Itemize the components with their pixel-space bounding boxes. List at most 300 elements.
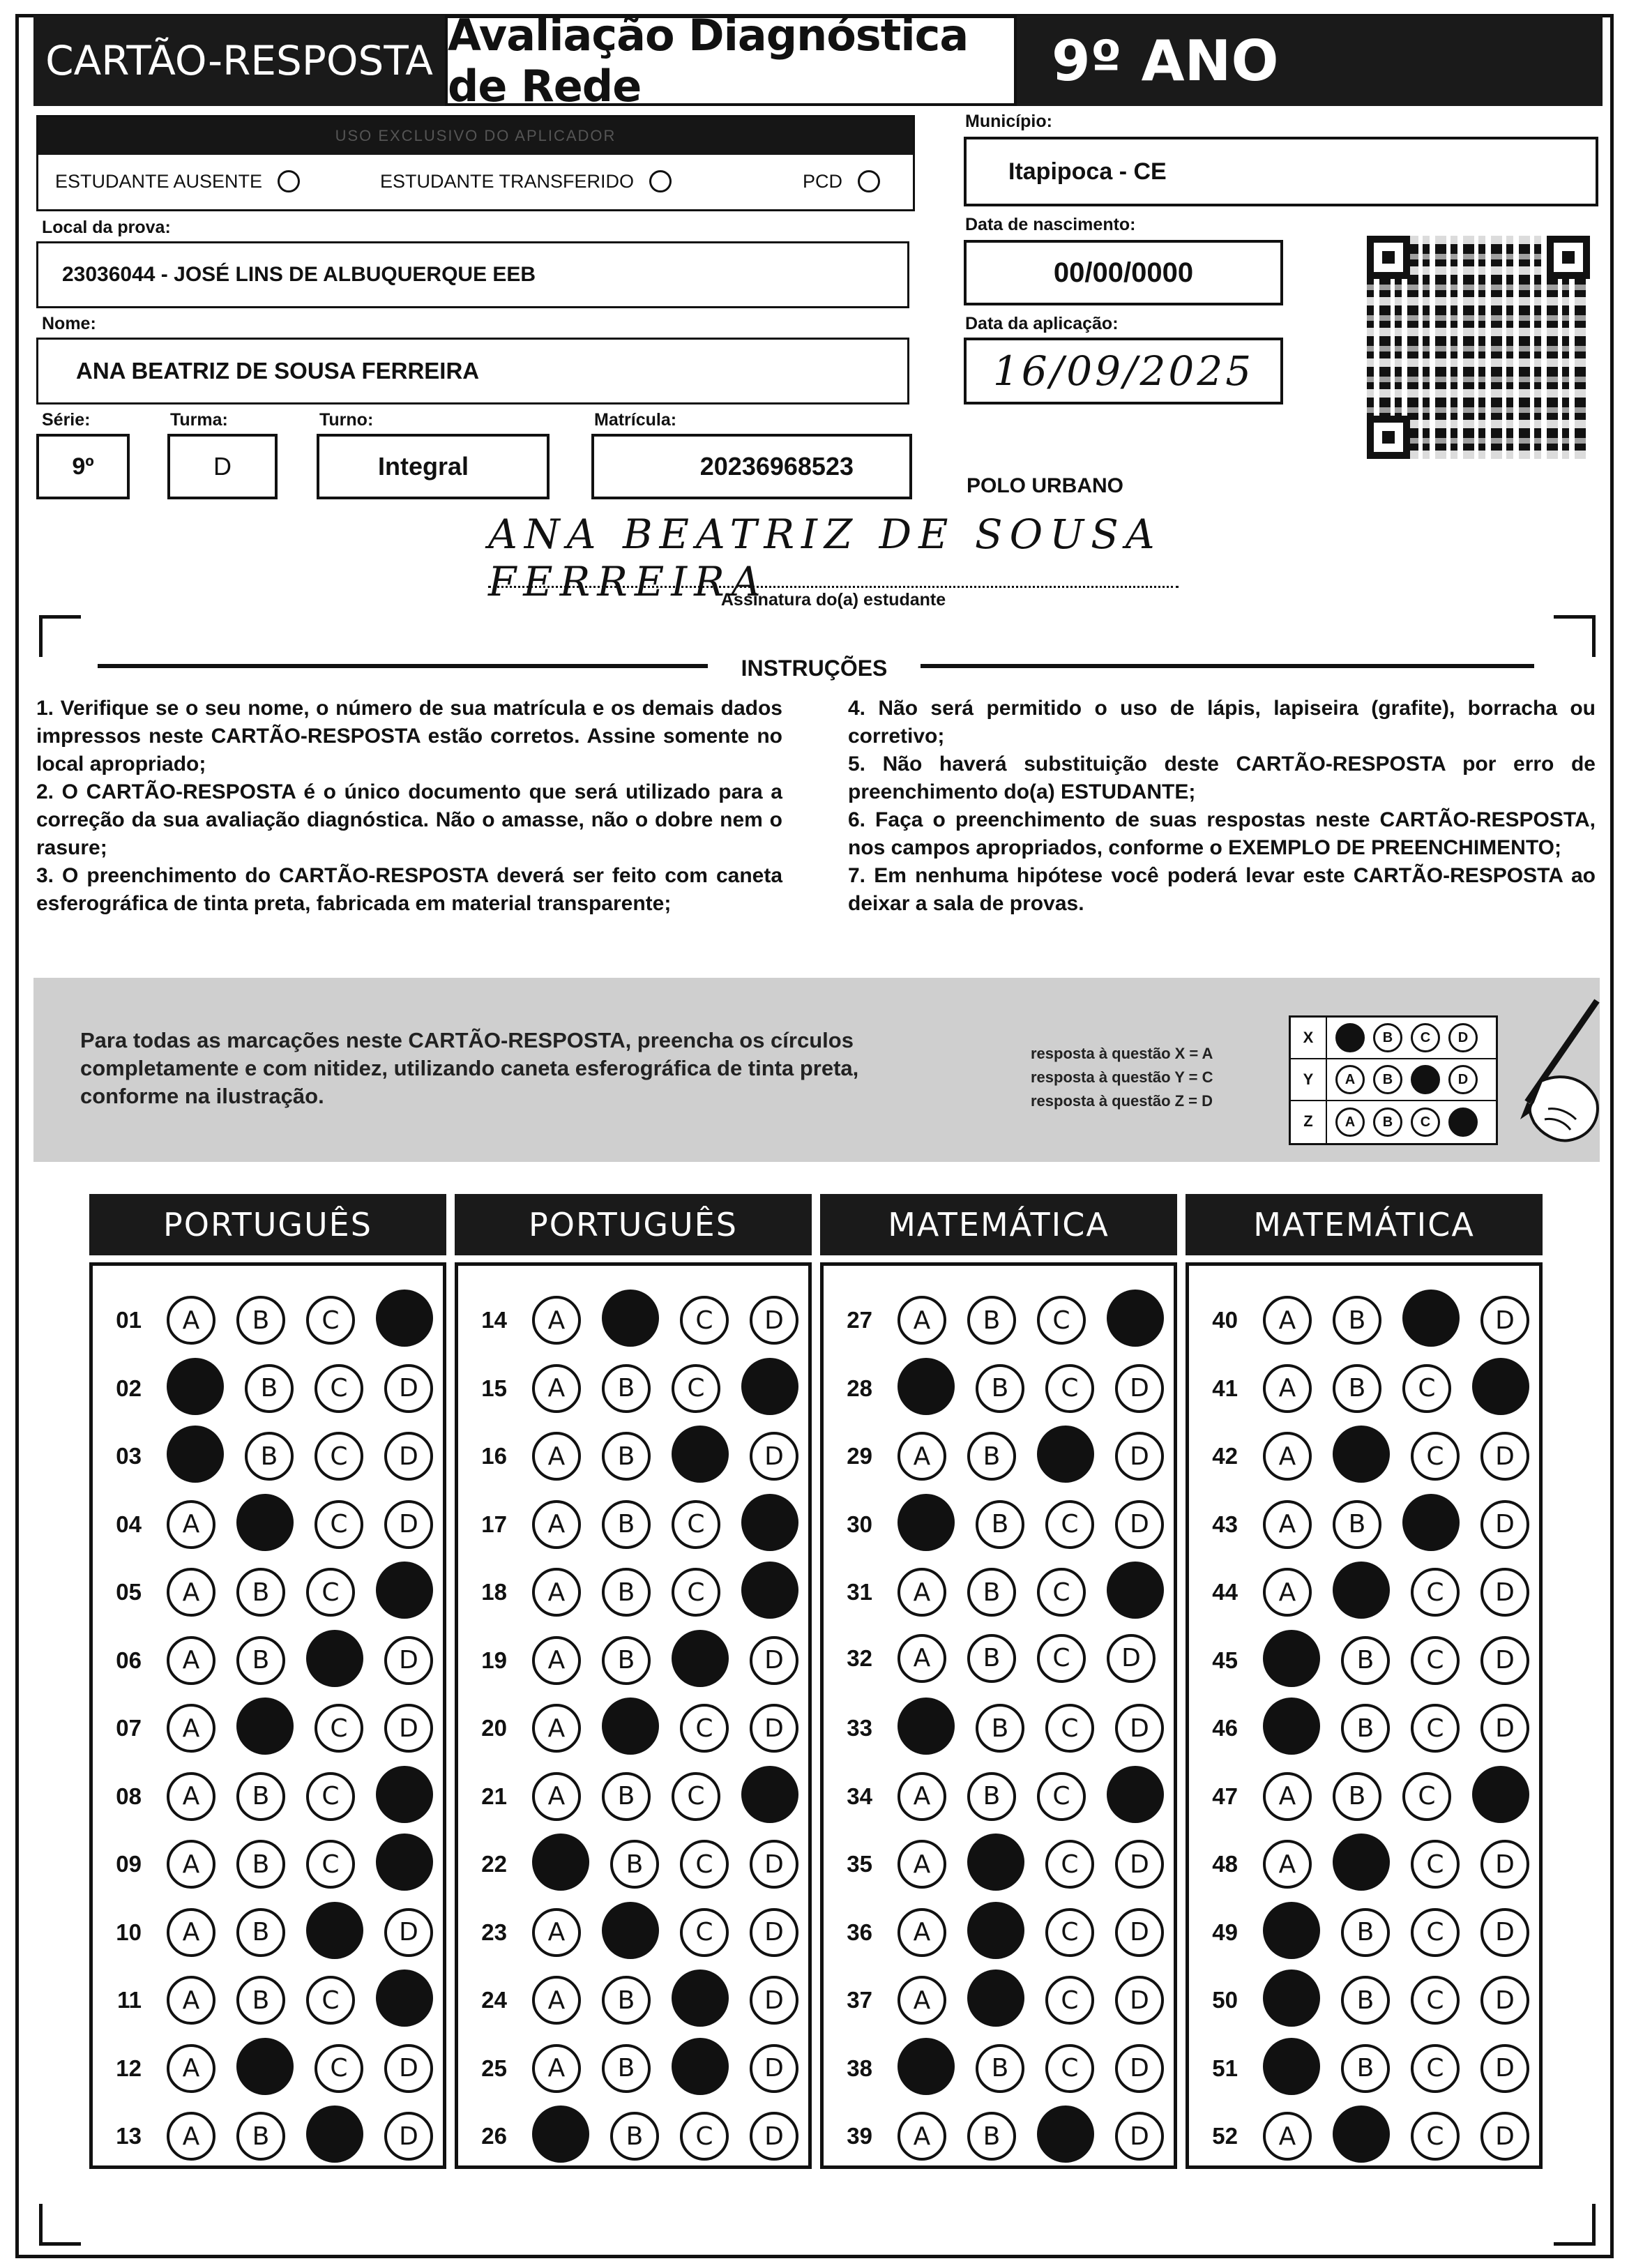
answer-bubble-c[interactable]: C — [680, 1296, 729, 1345]
answer-bubble-c[interactable]: C — [1402, 1772, 1451, 1821]
transferred-circle[interactable] — [649, 170, 672, 192]
example-bubble-d — [1448, 1107, 1478, 1137]
answer-bubble-b[interactable]: B — [1341, 1976, 1390, 2025]
answer-bubble-d[interactable]: D — [1480, 1840, 1529, 1889]
question-row — [1189, 2042, 1529, 2095]
question-number: 35 — [847, 1851, 872, 1877]
answer-bubble-d[interactable]: D — [750, 1840, 798, 1889]
answer-bubble-d[interactable]: D — [1115, 2044, 1164, 2093]
nome-value: ANA BEATRIZ DE SOUSA FERREIRA — [76, 358, 480, 384]
answer-bubble-c[interactable]: C — [1411, 1432, 1460, 1481]
answer-bubble-c[interactable] — [1037, 2106, 1094, 2163]
answer-bubble-d[interactable]: D — [1115, 1364, 1164, 1413]
answer-bubble-b[interactable]: B — [967, 1296, 1016, 1345]
question-row — [93, 2042, 433, 2095]
question-row — [93, 1634, 433, 1687]
answer-bubble-b[interactable]: B — [1341, 2044, 1390, 2093]
answer-bubble-b[interactable]: B — [1333, 1772, 1381, 1821]
answer-bubble-c[interactable]: C — [672, 1500, 720, 1549]
answer-bubble-a[interactable] — [897, 2038, 955, 2095]
question-row — [458, 1634, 798, 1687]
pcd-circle[interactable] — [858, 170, 880, 192]
answer-bubble-a[interactable]: A — [167, 1500, 215, 1549]
answer-bubble-a[interactable]: A — [167, 1704, 215, 1753]
answer-bubble-d[interactable]: D — [1480, 2044, 1529, 2093]
answer-bubble-d[interactable] — [741, 1358, 798, 1415]
answer-bubble-c[interactable]: C — [306, 1568, 355, 1617]
answer-bubble-c[interactable]: C — [1045, 2044, 1094, 2093]
answer-bubble-c[interactable]: C — [306, 1840, 355, 1889]
question-number: 49 — [1212, 1919, 1238, 1945]
question-row — [1189, 2110, 1529, 2163]
answer-bubble-c[interactable]: C — [1045, 1908, 1094, 1957]
question-row — [824, 1838, 1164, 1891]
answer-bubble-a[interactable]: A — [167, 1976, 215, 2025]
answer-bubble-d[interactable] — [376, 1834, 433, 1891]
answer-bubble-a[interactable]: A — [897, 1432, 946, 1481]
answer-bubble-b[interactable] — [1333, 1426, 1390, 1483]
answer-bubble-b[interactable]: B — [236, 1296, 285, 1345]
instructions-right — [848, 695, 1596, 918]
answer-bubble-c[interactable] — [672, 1630, 729, 1687]
answer-bubble-c[interactable]: C — [1411, 1908, 1460, 1957]
answer-bubble-a[interactable]: A — [167, 2044, 215, 2093]
answer-bubble-a[interactable] — [897, 1494, 955, 1551]
answer-bubble-d[interactable]: D — [1480, 1636, 1529, 1685]
answer-bubble-c[interactable] — [672, 2038, 729, 2095]
answer-bubble-c[interactable]: C — [1037, 1772, 1086, 1821]
question-number: 39 — [847, 2123, 872, 2149]
pcd-label: PCD — [803, 170, 843, 192]
answer-bubble-a[interactable] — [1263, 1630, 1320, 1687]
answer-bubble-b[interactable]: B — [236, 1568, 285, 1617]
answer-bubble-b[interactable]: B — [1333, 1296, 1381, 1345]
question-row — [458, 1906, 798, 1959]
answer-bubble-c[interactable]: C — [306, 1772, 355, 1821]
answer-bubble-a[interactable]: A — [167, 1568, 215, 1617]
answer-bubble-b[interactable]: B — [1341, 1704, 1390, 1753]
answer-bubble-d[interactable]: D — [384, 1364, 433, 1413]
answer-bubble-c[interactable]: C — [1411, 1636, 1460, 1685]
example-row-label: Z — [1291, 1101, 1327, 1143]
answer-bubble-c[interactable]: C — [1037, 1296, 1086, 1345]
question-row — [824, 2110, 1164, 2163]
turno-value: Integral — [378, 452, 469, 481]
answer-bubble-c[interactable]: C — [1045, 1500, 1094, 1549]
answer-bubble-b[interactable] — [602, 1290, 659, 1347]
answer-bubble-b[interactable]: B — [967, 1772, 1016, 1821]
answer-bubble-b[interactable] — [236, 1494, 294, 1551]
answer-bubble-d[interactable] — [741, 1562, 798, 1619]
answer-bubble-d[interactable]: D — [1115, 1908, 1164, 1957]
answer-bubble-b[interactable] — [602, 1902, 659, 1959]
question-number: 36 — [847, 1919, 872, 1945]
question-row — [93, 1430, 433, 1483]
answer-bubble-a[interactable]: A — [532, 1500, 581, 1549]
question-row — [1189, 1838, 1529, 1891]
answer-bubble-b[interactable]: B — [1341, 1908, 1390, 1957]
answer-bubble-d[interactable] — [741, 1494, 798, 1551]
answer-bubble-b[interactable]: B — [976, 1500, 1024, 1549]
answer-bubble-c[interactable]: C — [306, 1976, 355, 2025]
question-number: 32 — [847, 1645, 872, 1671]
question-number: 21 — [481, 1783, 507, 1809]
answer-bubble-b[interactable]: B — [236, 1908, 285, 1957]
answer-bubble-b[interactable] — [967, 1834, 1024, 1891]
answer-bubble-b[interactable]: B — [236, 1772, 285, 1821]
answer-bubble-b[interactable] — [1333, 1834, 1390, 1891]
answer-bubble-c[interactable] — [1037, 1426, 1094, 1483]
answer-bubble-a[interactable]: A — [167, 1772, 215, 1821]
answer-bubble-d[interactable]: D — [750, 1296, 798, 1345]
answer-bubble-c[interactable]: C — [315, 1704, 363, 1753]
question-number: 10 — [116, 1919, 142, 1945]
answer-bubble-a[interactable]: A — [167, 1296, 215, 1345]
example-row-label: Y — [1291, 1059, 1327, 1100]
answer-bubble-b[interactable]: B — [976, 1364, 1024, 1413]
answer-bubble-a[interactable]: A — [532, 1976, 581, 2025]
answer-bubble-a[interactable]: A — [1263, 1840, 1312, 1889]
question-row — [824, 1430, 1164, 1483]
answer-bubble-d[interactable] — [1472, 1766, 1529, 1823]
example-bubble-b: B — [1373, 1107, 1402, 1137]
answer-bubble-d[interactable]: D — [1480, 1704, 1529, 1753]
answer-bubble-b[interactable]: B — [245, 1432, 294, 1481]
answer-bubble-a[interactable]: A — [532, 1704, 581, 1753]
answer-bubble-d[interactable]: D — [1480, 1568, 1529, 1617]
answer-bubble-b[interactable]: B — [967, 2112, 1016, 2161]
answer-bubble-c[interactable]: C — [1045, 1976, 1094, 2025]
answer-bubble-d[interactable] — [376, 1766, 433, 1823]
answer-bubble-c[interactable]: C — [315, 1364, 363, 1413]
answer-bubble-b[interactable]: B — [236, 2112, 285, 2161]
answer-bubble-d[interactable]: D — [1480, 1296, 1529, 1345]
answer-bubble-d[interactable] — [376, 1290, 433, 1347]
answer-bubble-c[interactable]: C — [315, 1500, 363, 1549]
answer-bubble-a[interactable]: A — [167, 2112, 215, 2161]
answer-bubble-a[interactable]: A — [1263, 1296, 1312, 1345]
question-number: 15 — [481, 1375, 507, 1401]
answer-bubble-c[interactable]: C — [1411, 1568, 1460, 1617]
answer-bubble-d[interactable]: D — [1480, 1500, 1529, 1549]
question-row — [458, 1498, 798, 1551]
question-number: 27 — [847, 1307, 872, 1333]
answer-bubble-c[interactable]: C — [1402, 1364, 1451, 1413]
answer-bubble-d[interactable]: D — [384, 1908, 433, 1957]
corner-mark-bottom-left — [39, 2204, 81, 2246]
answer-bubble-a[interactable]: A — [1263, 1500, 1312, 1549]
turno-field — [317, 434, 550, 499]
answer-bubble-b[interactable] — [236, 2038, 294, 2095]
question-number: 08 — [116, 1783, 142, 1809]
example-bubble-a: A — [1335, 1107, 1365, 1137]
answer-bubble-d[interactable]: D — [1115, 2112, 1164, 2161]
answer-bubble-d[interactable] — [376, 1970, 433, 2027]
answer-bubble-b[interactable]: B — [1341, 1636, 1390, 1685]
answer-bubble-d[interactable] — [1107, 1766, 1164, 1823]
answer-bubble-a[interactable]: A — [167, 1636, 215, 1685]
answer-bubble-b[interactable]: B — [602, 1568, 651, 1617]
answer-bubble-d[interactable]: D — [750, 1908, 798, 1957]
question-number: 20 — [481, 1715, 507, 1741]
answer-bubble-b[interactable] — [967, 1970, 1024, 2027]
answer-bubble-a[interactable]: A — [897, 1296, 946, 1345]
answer-bubble-a[interactable] — [897, 1698, 955, 1755]
local-value: 23036044 - JOSÉ LINS DE ALBUQUERQUE EEB — [62, 263, 536, 286]
question-number: 09 — [116, 1851, 142, 1877]
answer-bubble-b[interactable]: B — [602, 1636, 651, 1685]
answer-bubble-a[interactable] — [897, 1358, 955, 1415]
answer-bubble-b[interactable] — [602, 1698, 659, 1755]
answer-column — [1186, 1262, 1543, 2169]
answer-bubble-b[interactable]: B — [976, 2044, 1024, 2093]
answer-bubble-d[interactable]: D — [750, 2044, 798, 2093]
answer-bubble-a[interactable]: A — [532, 1432, 581, 1481]
municipio-value: Itapipoca - CE — [1008, 158, 1167, 185]
answer-bubble-a[interactable]: A — [167, 1840, 215, 1889]
answer-bubble-d[interactable]: D — [1480, 1432, 1529, 1481]
answer-bubble-d[interactable]: D — [384, 1500, 433, 1549]
answer-bubble-c[interactable]: C — [1045, 1704, 1094, 1753]
question-number: 30 — [847, 1511, 872, 1537]
answer-bubble-c[interactable]: C — [315, 1432, 363, 1481]
answer-bubble-d[interactable]: D — [1480, 1908, 1529, 1957]
answer-bubble-b[interactable]: B — [602, 2044, 651, 2093]
question-number: 05 — [116, 1579, 142, 1605]
example-row-label: X — [1291, 1018, 1327, 1058]
answer-bubble-a[interactable]: A — [897, 1772, 946, 1821]
answer-bubble-c[interactable] — [306, 2106, 363, 2163]
answer-bubble-c[interactable]: C — [672, 1772, 720, 1821]
answer-bubble-a[interactable] — [532, 2106, 589, 2163]
answer-bubble-d[interactable]: D — [384, 2112, 433, 2161]
answer-bubble-a[interactable]: A — [897, 1976, 946, 2025]
answer-bubble-c[interactable]: C — [1411, 1840, 1460, 1889]
answer-bubble-b[interactable] — [1333, 1562, 1390, 1619]
answer-bubble-c[interactable] — [1402, 1290, 1460, 1347]
answer-bubble-b[interactable]: B — [967, 1634, 1016, 1683]
answer-bubble-c[interactable]: C — [1411, 1704, 1460, 1753]
serie-value: 9º — [72, 453, 94, 480]
answer-bubble-d[interactable]: D — [1115, 1704, 1164, 1753]
nome-label: Nome: — [42, 314, 96, 333]
answer-bubble-d[interactable]: D — [1480, 2112, 1529, 2161]
question-number: 51 — [1212, 2055, 1238, 2081]
question-row — [93, 1566, 433, 1619]
turma-value: D — [213, 452, 232, 481]
question-number: 33 — [847, 1715, 872, 1741]
answer-bubble-a[interactable]: A — [897, 1568, 946, 1617]
column-header: PORTUGUÊS — [89, 1194, 446, 1255]
answer-bubble-d[interactable] — [741, 1766, 798, 1823]
column-header: MATEMÁTICA — [820, 1194, 1177, 1255]
answer-bubble-b[interactable] — [967, 1902, 1024, 1959]
answer-bubble-b[interactable]: B — [967, 1568, 1016, 1617]
answer-bubble-b[interactable]: B — [1333, 1364, 1381, 1413]
answer-bubble-b[interactable]: B — [1333, 1500, 1381, 1549]
question-number: 40 — [1212, 1307, 1238, 1333]
question-number: 38 — [847, 2055, 872, 2081]
answer-bubble-d[interactable]: D — [750, 1704, 798, 1753]
absent-option[interactable] — [55, 170, 300, 192]
answer-bubble-d[interactable]: D — [1480, 1976, 1529, 2025]
answer-bubble-b[interactable]: B — [967, 1432, 1016, 1481]
answer-bubble-d[interactable] — [1107, 1290, 1164, 1347]
answer-bubble-a[interactable]: A — [532, 1908, 581, 1957]
answer-bubble-d[interactable]: D — [1115, 1500, 1164, 1549]
pcd-option[interactable] — [803, 170, 880, 192]
answer-bubble-d[interactable] — [1472, 1358, 1529, 1415]
instruction-item: 7. Em nenhuma hipótese você poderá levar este CARTÃO-RESPOSTA ao deixar a sala de provas. — [848, 864, 1596, 915]
answer-bubble-b[interactable]: B — [602, 1500, 651, 1549]
answer-bubble-a[interactable]: A — [897, 1634, 946, 1683]
answer-bubble-a[interactable]: A — [532, 1296, 581, 1345]
answer-bubble-c[interactable]: C — [1045, 1840, 1094, 1889]
question-row — [824, 1974, 1164, 2027]
answer-bubble-d[interactable]: D — [1107, 1634, 1156, 1683]
question-number: 52 — [1212, 2123, 1238, 2149]
answer-bubble-b[interactable]: B — [236, 1636, 285, 1685]
answer-bubble-d[interactable]: D — [1115, 1840, 1164, 1889]
answer-bubble-a[interactable] — [167, 1358, 224, 1415]
answer-bubble-c[interactable]: C — [672, 1364, 720, 1413]
question-number: 12 — [116, 2055, 142, 2081]
answer-bubble-c[interactable] — [672, 1970, 729, 2027]
answer-bubble-b[interactable]: B — [610, 2112, 659, 2161]
answer-bubble-c[interactable]: C — [1411, 1976, 1460, 2025]
example-bubble-a: A — [1335, 1065, 1365, 1094]
answer-bubble-d[interactable]: D — [750, 1432, 798, 1481]
answer-bubble-a[interactable]: A — [1263, 1772, 1312, 1821]
answer-bubble-b[interactable] — [1333, 2106, 1390, 2163]
answer-bubble-d[interactable] — [376, 1562, 433, 1619]
answer-bubble-a[interactable]: A — [897, 2112, 946, 2161]
answer-bubble-d[interactable]: D — [750, 1636, 798, 1685]
question-number: 46 — [1212, 1715, 1238, 1741]
answer-bubble-d[interactable]: D — [384, 1704, 433, 1753]
aplicacao-field — [964, 338, 1283, 405]
answer-bubble-c[interactable]: C — [315, 2044, 363, 2093]
answer-bubble-d[interactable]: D — [384, 2044, 433, 2093]
answer-bubble-b[interactable]: B — [236, 1840, 285, 1889]
instruction-item: 6. Faça o preenchimento de suas respostas neste CARTÃO-RESPOSTA, nos campos apropriados, conforme o EXEMPLO DE PREENCHIMENTO; — [848, 808, 1596, 859]
question-row — [1189, 1430, 1529, 1483]
answer-bubble-d[interactable]: D — [384, 1636, 433, 1685]
question-row — [458, 1362, 798, 1415]
question-row — [458, 2110, 798, 2163]
answer-bubble-c[interactable] — [1402, 1494, 1460, 1551]
answer-bubble-c[interactable]: C — [306, 1296, 355, 1345]
answer-bubble-c[interactable] — [306, 1902, 363, 1959]
example-bubble-d: D — [1448, 1065, 1478, 1094]
answer-bubble-b[interactable]: B — [602, 1976, 651, 2025]
answer-bubble-a[interactable]: A — [1263, 1568, 1312, 1617]
answer-bubble-c[interactable]: C — [680, 1908, 729, 1957]
answer-bubble-d[interactable]: D — [1115, 1432, 1164, 1481]
answer-bubble-a[interactable]: A — [532, 1772, 581, 1821]
answer-bubble-c[interactable]: C — [680, 1704, 729, 1753]
answer-bubble-d[interactable]: D — [1115, 1976, 1164, 2025]
answer-bubble-d[interactable]: D — [750, 1976, 798, 2025]
answer-bubble-c[interactable] — [306, 1630, 363, 1687]
answer-bubble-a[interactable] — [1263, 1970, 1320, 2027]
answer-bubble-d[interactable]: D — [384, 1432, 433, 1481]
answer-bubble-b[interactable]: B — [602, 1364, 651, 1413]
answer-bubble-c[interactable] — [672, 1426, 729, 1483]
answer-bubble-a[interactable]: A — [532, 1364, 581, 1413]
answer-bubble-c[interactable]: C — [1411, 2112, 1460, 2161]
instruction-item: 5. Não haverá substituição deste CARTÃO-RESPOSTA por erro de preenchimento do(a) ESTUDANTE; — [848, 753, 1596, 803]
instructions-rule-left — [98, 664, 708, 668]
instruction-item: 2. O CARTÃO-RESPOSTA é o único documento que será utilizado para a correção da sua avaliação diagnóstica. Não o amasse, não o dobre nem o rasure; — [36, 780, 782, 859]
answer-bubble-a[interactable]: A — [897, 1908, 946, 1957]
answer-bubble-a[interactable]: A — [532, 1636, 581, 1685]
answer-bubble-a[interactable]: A — [532, 1568, 581, 1617]
answer-bubble-a[interactable] — [1263, 2038, 1320, 2095]
answer-bubble-a[interactable]: A — [1263, 1364, 1312, 1413]
question-number: 25 — [481, 2055, 507, 2081]
answer-bubble-a[interactable] — [167, 1426, 224, 1483]
answer-bubble-a[interactable]: A — [1263, 2112, 1312, 2161]
answer-bubble-a[interactable]: A — [897, 1840, 946, 1889]
column-header: PORTUGUÊS — [455, 1194, 812, 1255]
answer-bubble-c[interactable]: C — [1037, 1634, 1086, 1683]
answer-bubble-c[interactable]: C — [1037, 1568, 1086, 1617]
answer-bubble-c[interactable]: C — [1045, 1364, 1094, 1413]
fill-example-text: Para todas as marcações neste CARTÃO-RESPOSTA, preencha os círculos completamente e com nitidez, utilizando caneta esferográfica de tinta preta, conforme na ilustração. — [80, 1028, 859, 1108]
answer-bubble-b[interactable] — [236, 1698, 294, 1755]
legend-line: resposta à questão Z = D — [1031, 1092, 1213, 1110]
question-number: 13 — [116, 2123, 142, 2149]
question-number: 14 — [481, 1307, 507, 1333]
example-bubble-d: D — [1448, 1023, 1478, 1052]
answer-bubble-b[interactable]: B — [976, 1704, 1024, 1753]
question-row — [1189, 1974, 1529, 2027]
question-number: 01 — [116, 1307, 142, 1333]
question-row — [824, 1634, 1156, 1683]
answer-bubble-b[interactable]: B — [602, 1432, 651, 1481]
instruction-item: 1. Verifique se o seu nome, o número de sua matrícula e os demais dados impressos neste CARTÃO-RESPOSTA estão corretos. Assine somente no local apropriado; — [36, 697, 782, 776]
answer-bubble-c[interactable]: C — [680, 2112, 729, 2161]
transferred-option[interactable] — [380, 170, 672, 192]
answer-bubble-a[interactable] — [1263, 1902, 1320, 1959]
answer-bubble-b[interactable]: B — [236, 1976, 285, 2025]
applicator-title: USO EXCLUSIVO DO APLICADOR — [38, 117, 913, 155]
answer-bubble-c[interactable]: C — [1411, 2044, 1460, 2093]
absent-circle[interactable] — [278, 170, 300, 192]
answer-bubble-a[interactable] — [532, 1834, 589, 1891]
answer-bubble-d[interactable]: D — [750, 2112, 798, 2161]
corner-mark-bottom-right — [1554, 2204, 1596, 2246]
answer-bubble-a[interactable]: A — [532, 2044, 581, 2093]
answer-bubble-b[interactable]: B — [602, 1772, 651, 1821]
answer-bubble-b[interactable]: B — [245, 1364, 294, 1413]
answer-column — [89, 1262, 446, 2169]
turno-label: Turno: — [319, 410, 374, 430]
answer-bubble-d[interactable] — [1107, 1562, 1164, 1619]
answer-bubble-c[interactable]: C — [680, 1840, 729, 1889]
answer-column — [820, 1262, 1177, 2169]
answer-bubble-a[interactable] — [1263, 1698, 1320, 1755]
question-row — [824, 2042, 1164, 2095]
answer-bubble-a[interactable]: A — [1263, 1432, 1312, 1481]
fill-example-legend — [1031, 1042, 1213, 1113]
answer-bubble-b[interactable]: B — [610, 1840, 659, 1889]
answer-bubble-c[interactable]: C — [672, 1568, 720, 1617]
answer-column — [455, 1262, 812, 2169]
answer-bubble-a[interactable]: A — [167, 1908, 215, 1957]
polo-label: POLO URBANO — [967, 474, 1123, 497]
